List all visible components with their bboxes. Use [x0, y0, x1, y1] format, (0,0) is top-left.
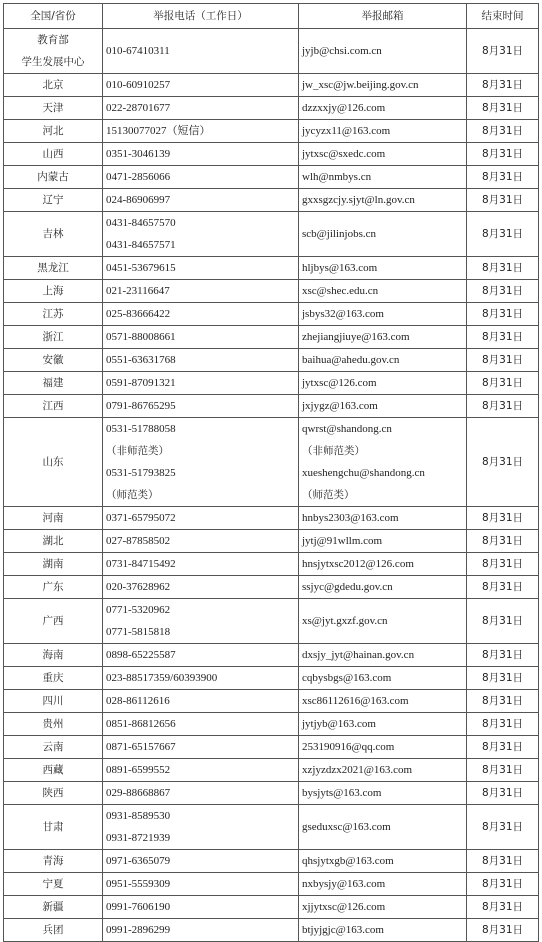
phone-cell-line: 0371-65795072 — [106, 512, 176, 524]
phone-cell — [103, 896, 299, 919]
province-cell-line: 河南 — [42, 512, 64, 524]
end-date-cell: 8月31日 — [467, 303, 539, 326]
phone-cell-line: 0871-65157667 — [106, 741, 176, 753]
email-cell — [299, 553, 467, 576]
end-date-cell: 8月31日 — [467, 97, 539, 120]
end-date-cell: 8月31日 — [467, 280, 539, 303]
end-date-cell: 8月31日 — [467, 576, 539, 599]
phone-cell-line: 0431-84657570 — [106, 217, 176, 229]
phone-cell-line: 025-83666422 — [106, 308, 171, 320]
phone-cell — [103, 530, 299, 553]
email-cell — [299, 644, 467, 667]
table-row — [4, 507, 539, 530]
header-email: 举报邮箱 — [299, 4, 467, 29]
email-cell-line: baihua@ahedu.gov.cn — [302, 354, 400, 366]
province-cell — [4, 303, 103, 326]
province-cell-line: 甘肃 — [42, 821, 64, 833]
end-date-cell: 8月31日 — [467, 395, 539, 418]
end-date-cell: 8月31日 — [467, 690, 539, 713]
province-cell-line: 安徽 — [42, 354, 64, 366]
email-cell — [299, 97, 467, 120]
phone-cell — [103, 280, 299, 303]
province-cell — [4, 690, 103, 713]
province-cell-line: 山东 — [42, 456, 64, 468]
province-cell — [4, 74, 103, 97]
phone-cell-line: 024-86906997 — [106, 194, 171, 206]
email-cell-line: ssjyc@gdedu.gov.cn — [302, 581, 393, 593]
province-cell — [4, 805, 103, 850]
province-cell — [4, 644, 103, 667]
phone-cell — [103, 599, 299, 644]
table-row — [4, 713, 539, 736]
phone-cell — [103, 395, 299, 418]
table-row — [4, 257, 539, 280]
email-cell — [299, 896, 467, 919]
province-cell-line: 天津 — [42, 102, 64, 114]
email-cell — [299, 212, 467, 257]
table-row — [4, 418, 539, 507]
end-date-cell: 8月31日 — [467, 143, 539, 166]
email-cell-line: dxsjy_jyt@hainan.gov.cn — [302, 649, 415, 661]
province-cell-line: 宁夏 — [42, 878, 64, 890]
email-cell — [299, 805, 467, 850]
phone-cell-line: 0591-87091321 — [106, 377, 176, 389]
province-cell — [4, 120, 103, 143]
table-row — [4, 349, 539, 372]
province-cell — [4, 257, 103, 280]
phone-cell — [103, 736, 299, 759]
phone-cell-line: 029-88668867 — [106, 787, 171, 799]
end-date-cell: 8月31日 — [467, 166, 539, 189]
province-cell-line: 北京 — [42, 79, 64, 91]
email-cell — [299, 759, 467, 782]
end-date-cell: 8月31日 — [467, 553, 539, 576]
email-cell-line: xsc86112616@163.com — [302, 695, 409, 707]
phone-cell-line: 021-23116647 — [106, 285, 170, 297]
province-cell-line: 黑龙江 — [37, 262, 69, 274]
end-date-cell: 8月31日 — [467, 120, 539, 143]
end-date-cell: 8月31日 — [467, 644, 539, 667]
end-date-cell: 8月31日 — [467, 736, 539, 759]
table-row — [4, 759, 539, 782]
province-cell-line: 广东 — [42, 581, 64, 593]
province-cell-line: 河北 — [42, 125, 64, 137]
email-cell-line: xs@jyt.gxzf.gov.cn — [302, 615, 388, 627]
table-row — [4, 553, 539, 576]
table-row — [4, 97, 539, 120]
province-cell — [4, 667, 103, 690]
province-cell-line: 陕西 — [42, 787, 64, 799]
table-row — [4, 166, 539, 189]
email-cell — [299, 919, 467, 942]
end-date-cell: 8月31日 — [467, 530, 539, 553]
phone-cell-line: 0891-6599552 — [106, 764, 171, 776]
email-cell — [299, 873, 467, 896]
province-cell-line: 云南 — [42, 741, 64, 753]
email-cell-line: jytj@91wllm.com — [302, 535, 383, 547]
table-row — [4, 873, 539, 896]
phone-cell — [103, 507, 299, 530]
email-cell-line: 253190916@qq.com — [302, 741, 395, 753]
email-cell-line: cqbysbgs@163.com — [302, 672, 392, 684]
phone-cell-line: 010-67410311 — [106, 45, 170, 57]
email-cell-line: btjyjgjc@163.com — [302, 924, 384, 936]
province-cell-line: 四川 — [42, 695, 64, 707]
email-cell-line: gxxsgzcjy.sjyt@ln.gov.cn — [302, 194, 415, 206]
province-cell — [4, 418, 103, 507]
phone-cell — [103, 189, 299, 212]
email-cell — [299, 143, 467, 166]
email-cell-line: xjjytxsc@126.com — [302, 901, 386, 913]
end-date-cell: 8月31日 — [467, 850, 539, 873]
email-cell-line: hnbys2303@163.com — [302, 512, 399, 524]
email-cell — [299, 280, 467, 303]
province-cell-line: 海南 — [42, 649, 64, 661]
province-cell — [4, 530, 103, 553]
email-cell — [299, 530, 467, 553]
province-cell — [4, 212, 103, 257]
header-end-date: 结束时间 — [467, 4, 539, 29]
end-date-cell: 8月31日 — [467, 896, 539, 919]
phone-cell — [103, 120, 299, 143]
phone-cell — [103, 372, 299, 395]
end-date-cell: 8月31日 — [467, 805, 539, 850]
end-date-cell: 8月31日 — [467, 873, 539, 896]
province-cell-line: 浙江 — [42, 331, 64, 343]
phone-cell-line: 0851-86812656 — [106, 718, 176, 730]
province-cell-line: 广西 — [42, 615, 64, 627]
province-cell — [4, 166, 103, 189]
province-cell — [4, 395, 103, 418]
email-cell — [299, 576, 467, 599]
province-cell-line: 湖南 — [42, 558, 64, 570]
province-cell-line: 兵团 — [42, 924, 64, 936]
province-cell — [4, 143, 103, 166]
province-cell — [4, 97, 103, 120]
phone-cell-line: 0991-2896299 — [106, 924, 171, 936]
email-cell — [299, 599, 467, 644]
phone-cell-line: 0531-51788058 — [106, 423, 176, 435]
email-cell — [299, 690, 467, 713]
phone-cell-line: 028-86112616 — [106, 695, 170, 707]
email-cell-line: nxbysjy@163.com — [302, 878, 386, 890]
table-row — [4, 372, 539, 395]
province-cell — [4, 919, 103, 942]
phone-cell — [103, 850, 299, 873]
phone-cell — [103, 326, 299, 349]
phone-cell-line: 0431-84657571 — [106, 239, 176, 251]
province-cell — [4, 599, 103, 644]
table-row — [4, 896, 539, 919]
province-cell — [4, 29, 103, 74]
email-cell-line: jytjyb@163.com — [302, 718, 376, 730]
phone-cell-line: 0471-2856066 — [106, 171, 171, 183]
end-date-cell: 8月31日 — [467, 74, 539, 97]
table-row — [4, 303, 539, 326]
phone-cell — [103, 303, 299, 326]
phone-cell — [103, 74, 299, 97]
province-cell — [4, 713, 103, 736]
table-row — [4, 667, 539, 690]
province-cell-line: 湖北 — [42, 535, 64, 547]
table-row — [4, 74, 539, 97]
email-cell-line: gseduxsc@163.com — [302, 821, 391, 833]
phone-cell-line: （师范类） — [106, 489, 159, 501]
province-cell — [4, 349, 103, 372]
phone-cell-line: 020-37628962 — [106, 581, 171, 593]
end-date-cell: 8月31日 — [467, 372, 539, 395]
email-cell — [299, 29, 467, 74]
table-row — [4, 530, 539, 553]
email-cell-line: jytxsc@sxedc.com — [302, 148, 386, 160]
province-cell-line: 内蒙古 — [37, 171, 69, 183]
table-row — [4, 805, 539, 850]
end-date-cell: 8月31日 — [467, 919, 539, 942]
table-row — [4, 280, 539, 303]
phone-cell-line: 0731-84715492 — [106, 558, 176, 570]
table-header-row — [4, 4, 539, 29]
province-cell-line: 青海 — [42, 855, 64, 867]
email-cell — [299, 782, 467, 805]
phone-cell-line: 0791-86765295 — [106, 400, 176, 412]
province-cell — [4, 736, 103, 759]
phone-cell — [103, 97, 299, 120]
phone-cell — [103, 29, 299, 74]
province-cell-line: 江西 — [42, 400, 64, 412]
province-cell — [4, 759, 103, 782]
phone-cell — [103, 553, 299, 576]
table-row — [4, 120, 539, 143]
email-cell — [299, 850, 467, 873]
phone-cell-line: 0551-63631768 — [106, 354, 176, 366]
email-cell — [299, 326, 467, 349]
province-cell — [4, 850, 103, 873]
province-cell-line: 西藏 — [42, 764, 64, 776]
phone-cell — [103, 143, 299, 166]
email-cell — [299, 372, 467, 395]
email-cell-line: qhsjytxgb@163.com — [302, 855, 394, 867]
email-cell-line: bysjyts@163.com — [302, 787, 382, 799]
header-province: 全国/省份 — [4, 4, 103, 29]
table-row — [4, 576, 539, 599]
email-cell-line: jxjygz@163.com — [302, 400, 378, 412]
phone-cell-line: 0451-53679615 — [106, 262, 176, 274]
phone-cell-line: 0991-7606190 — [106, 901, 171, 913]
email-cell-line: hnsjytxsc2012@126.com — [302, 558, 414, 570]
phone-cell-line: 0951-5559309 — [106, 878, 171, 890]
province-cell-line: 学生发展中心 — [21, 56, 85, 68]
email-cell-line: jycyzx11@163.com — [302, 125, 391, 137]
email-cell — [299, 418, 467, 507]
province-cell-line: 重庆 — [42, 672, 64, 684]
phone-cell-line: 0931-8721939 — [106, 832, 171, 844]
end-date-cell: 8月31日 — [467, 349, 539, 372]
email-cell-line: zhejiangjiuye@163.com — [302, 331, 410, 343]
email-cell-line: dzzxxjy@126.com — [302, 102, 386, 114]
province-cell-line: 教育部 — [37, 34, 69, 46]
email-cell-line: scb@jilinjobs.cn — [302, 228, 376, 240]
phone-cell-line: 0771-5320962 — [106, 604, 171, 616]
table-row — [4, 395, 539, 418]
phone-cell — [103, 782, 299, 805]
email-cell — [299, 395, 467, 418]
table-row — [4, 212, 539, 257]
phone-cell — [103, 805, 299, 850]
email-cell-line: wlh@nmbys.cn — [302, 171, 372, 183]
phone-cell-line: 0531-51793825 — [106, 467, 176, 479]
phone-cell — [103, 166, 299, 189]
end-date-cell: 8月31日 — [467, 667, 539, 690]
phone-cell — [103, 667, 299, 690]
phone-cell-line: 0898-65225587 — [106, 649, 176, 661]
province-cell — [4, 873, 103, 896]
email-cell — [299, 713, 467, 736]
phone-cell-line: 0971-6365079 — [106, 855, 171, 867]
province-cell-line: 吉林 — [42, 228, 64, 240]
email-cell-line: jytxsc@126.com — [302, 377, 377, 389]
end-date-cell: 8月31日 — [467, 189, 539, 212]
province-cell — [4, 326, 103, 349]
phone-cell-line: 022-28701677 — [106, 102, 171, 114]
end-date-cell: 8月31日 — [467, 326, 539, 349]
email-cell — [299, 303, 467, 326]
province-cell-line: 山西 — [42, 148, 64, 160]
province-cell-line: 上海 — [42, 285, 64, 297]
phone-cell-line: 023-88517359/60393900 — [106, 672, 218, 684]
phone-cell-line: 0931-8589530 — [106, 810, 171, 822]
table-row — [4, 850, 539, 873]
phone-cell-line: 0351-3046139 — [106, 148, 171, 160]
phone-cell — [103, 919, 299, 942]
end-date-cell: 8月31日 — [467, 257, 539, 280]
province-cell-line: 江苏 — [42, 308, 64, 320]
email-cell — [299, 507, 467, 530]
email-cell — [299, 74, 467, 97]
email-cell-line: xsc@shec.edu.cn — [302, 285, 379, 297]
email-cell-line: jsbys32@163.com — [302, 308, 384, 320]
phone-cell — [103, 349, 299, 372]
province-cell — [4, 507, 103, 530]
email-cell — [299, 257, 467, 280]
phone-cell-line: 0571-88008661 — [106, 331, 176, 343]
province-cell-line: 新疆 — [42, 901, 64, 913]
table-row — [4, 919, 539, 942]
email-cell-line: hljbys@163.com — [302, 262, 378, 274]
table-row — [4, 29, 539, 74]
end-date-cell: 8月31日 — [467, 212, 539, 257]
table-body — [4, 29, 539, 942]
province-cell-line: 福建 — [42, 377, 64, 389]
email-cell — [299, 736, 467, 759]
phone-cell — [103, 713, 299, 736]
phone-cell — [103, 759, 299, 782]
email-cell-line: xzjyzdzx2021@163.com — [302, 764, 413, 776]
email-cell — [299, 667, 467, 690]
phone-cell-line: 0771-5815818 — [106, 626, 171, 638]
header-phone: 举报电话（工作日） — [103, 4, 299, 29]
province-cell — [4, 280, 103, 303]
phone-cell — [103, 418, 299, 507]
phone-cell — [103, 873, 299, 896]
email-cell — [299, 120, 467, 143]
province-cell — [4, 576, 103, 599]
table-row — [4, 143, 539, 166]
email-cell — [299, 166, 467, 189]
end-date-cell: 8月31日 — [467, 29, 539, 74]
province-cell — [4, 896, 103, 919]
phone-cell-line: 010-60910257 — [106, 79, 171, 91]
table-row — [4, 644, 539, 667]
table-row — [4, 189, 539, 212]
province-cell — [4, 553, 103, 576]
phone-cell — [103, 644, 299, 667]
phone-cell — [103, 212, 299, 257]
province-cell-line: 贵州 — [42, 718, 64, 730]
end-date-cell: 8月31日 — [467, 507, 539, 530]
email-cell-line: jyjb@chsi.com.cn — [302, 45, 382, 57]
end-date-cell: 8月31日 — [467, 759, 539, 782]
email-cell-line: （非师范类） — [302, 445, 365, 457]
end-date-cell: 8月31日 — [467, 599, 539, 644]
email-cell-line: （师范类） — [302, 489, 355, 501]
phone-cell-line: （非师范类） — [106, 445, 169, 457]
email-cell — [299, 349, 467, 372]
phone-cell-line: 027-87858502 — [106, 535, 171, 547]
email-cell-line: xueshengchu@shandong.cn — [302, 467, 425, 479]
end-date-cell: 8月31日 — [467, 782, 539, 805]
end-date-cell: 8月31日 — [467, 418, 539, 507]
table-row — [4, 736, 539, 759]
table-row — [4, 326, 539, 349]
email-cell-line: qwrst@shandong.cn — [302, 423, 392, 435]
table-row — [4, 599, 539, 644]
table-row — [4, 690, 539, 713]
email-cell-line: jw_xsc@jw.beijing.gov.cn — [302, 79, 419, 91]
province-cell — [4, 782, 103, 805]
end-date-cell: 8月31日 — [467, 713, 539, 736]
phone-cell — [103, 257, 299, 280]
province-cell — [4, 372, 103, 395]
phone-cell — [103, 576, 299, 599]
email-cell — [299, 189, 467, 212]
province-cell-line: 辽宁 — [42, 194, 64, 206]
province-cell — [4, 189, 103, 212]
report-contact-table — [3, 3, 539, 942]
table-row — [4, 782, 539, 805]
phone-cell-line: 15130077027（短信） — [106, 125, 211, 137]
phone-cell — [103, 690, 299, 713]
